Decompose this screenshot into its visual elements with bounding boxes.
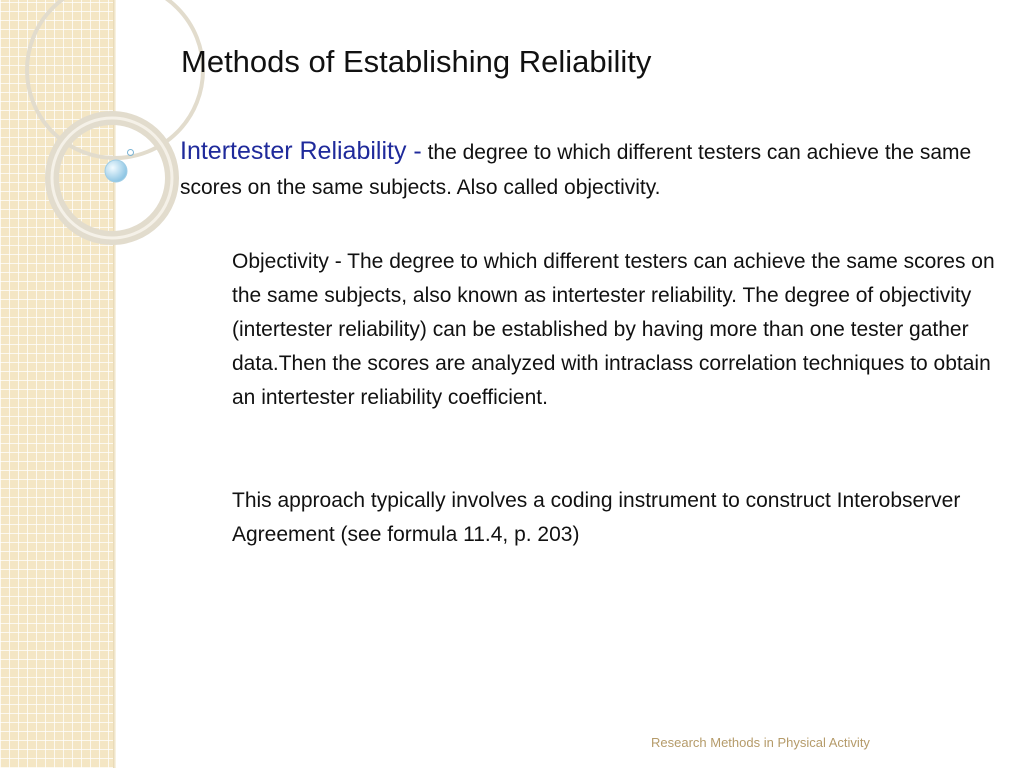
slide-title: Methods of Establishing Reliability	[181, 44, 652, 79]
objectivity-dash: -	[334, 250, 342, 273]
footer-text: Research Methods in Physical Activity	[651, 735, 870, 750]
objectivity-term: Objectivity	[232, 250, 329, 273]
bullet-circle-icon	[105, 160, 127, 182]
decorative-rings	[0, 0, 200, 320]
subparagraph-objectivity	[232, 245, 1002, 415]
bullet-term: Intertester Reliability -	[180, 137, 422, 165]
subparagraph-approach: This approach typically involves a coding instrument to construct Interobserver Agreement (see formula 11.4, p. 203)	[232, 489, 961, 546]
decorative-ring-large	[27, 0, 203, 158]
bullet-dot-icon	[127, 149, 134, 156]
objectivity-text: The degree to which different testers can achieve the same scores on the same subjects, also known as intertester reliability. The degree of objectivity (intertester reliability) can be established by having more than one tester gather data.Then the scores are analyzed with intraclass correlation techniques to obtain an intertester reliability coefficient.	[232, 250, 995, 409]
bullet-intertester	[180, 134, 995, 205]
bullet-text: the degree to which different testers can achieve the same scores on the same subjects. Also called objectivity.	[180, 141, 972, 199]
